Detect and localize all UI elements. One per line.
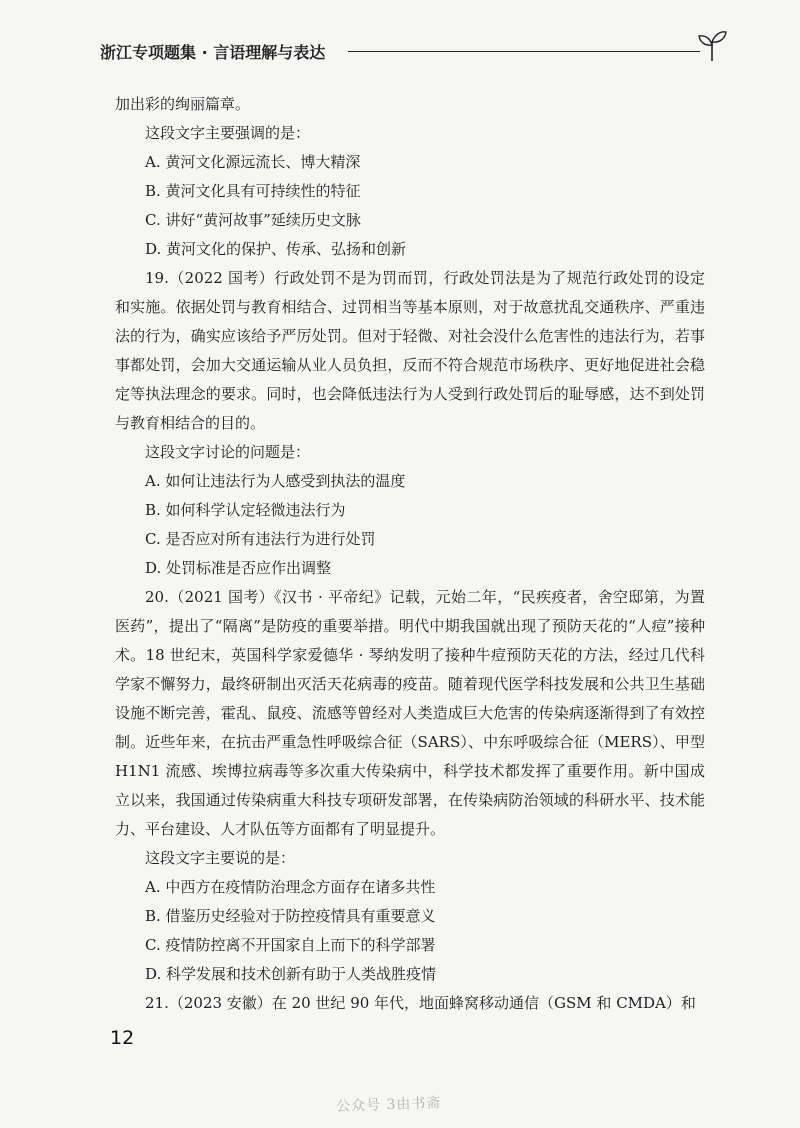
answer-option: C. 讲好“黄河故事”延续历史文脉 [145, 211, 361, 229]
answer-option: A. 中西方在疫情防治理念方面存在诸多共性 [145, 878, 436, 896]
answer-option: D. 处罚标准是否应作出调整 [145, 559, 332, 577]
watermark: 公众号 3由书斋 [335, 1095, 442, 1115]
answer-option: A. 如何让违法行为人感受到执法的温度 [145, 472, 406, 490]
paragraph: 加出彩的绚丽篇章。 [115, 95, 251, 113]
body-text [115, 90, 705, 1018]
paragraph: 19.（2022 国考）行政处罚不是为罚而罚，行政处罚法是为了规范行政处罚的设定和实施。依据处罚与教育相结合、过罚相当等基本原则，对于故意扰乱交通秩序、严重违法的行为，确实应该给予严厉处罚。但对于轻微、对社会没什么危害性的违法行为，若事事都处罚，会加大交通运输从业人员负担，反而不符合规范市场秩序、更好地促进社会稳定等执法理念的要求。同时，也会降低违法行为人受到行政处罚后的耻辱感，达不到处罚与教育相结合的目的。 [115, 269, 705, 432]
answer-option: B. 借鉴历史经验对于防控疫情具有重要意义 [145, 907, 436, 925]
answer-option: A. 黄河文化源远流长、博大精深 [145, 153, 361, 171]
answer-option: C. 疫情防控离不开国家自上而下的科学部署 [145, 936, 436, 954]
running-header [100, 28, 725, 68]
paragraph: 这段文字主要强调的是： [145, 124, 311, 142]
answer-option: D. 黄河文化的保护、传承、弘扬和创新 [145, 240, 407, 258]
answer-option: D. 科学发展和技术创新有助于人类战胜疫情 [145, 965, 437, 983]
paragraph: 这段文字讨论的问题是： [145, 443, 311, 461]
paragraph: 20.（2021 国考）《汉书 · 平帝纪》记载，元始二年，“民疾疫者，舍空邸第，为置医药”，提出了“隔离”是防疫的重要举措。明代中期我国就出现了预防天花的“人痘”接种术。18 世纪末，英国科学家爱德华 · 琴纳发明了接种牛痘预防天花的方法，经过几代科学家不懈努力，最终研制出灭活天花病毒的疫苗。随着现代医学科技发展和公共卫生基础设施不断完善，霍乱、鼠疫、流感等曾经对人类造成巨大危害的传染病逐渐得到了有效控制。近些年来，在抗击严重急性呼吸综合征（SARS）、中东呼吸综合征（MERS）、甲型 H1N1 流感、埃博拉病毒等多次重大传染病中，科学技术都发挥了重要作用。新中国成立以来，我国通过传染病重大科技专项研发部署，在传染病防治领域的科研水平、技术能力、平台建设、人才队伍等方面都有了明显提升。 [115, 588, 705, 838]
page-number: 12 [110, 1027, 135, 1049]
sprout-icon [696, 28, 728, 62]
answer-option: B. 黄河文化具有可持续性的特征 [145, 182, 361, 200]
header-title: 浙江专项题集 · 言语理解与表达 [100, 43, 326, 62]
header-rule [348, 51, 700, 52]
paragraph: 这段文字主要说的是： [145, 849, 296, 867]
paragraph: 21.（2023 安徽）在 20 世纪 90 年代，地面蜂窝移动通信（GSM 和 CMDA）和 [145, 994, 696, 1012]
answer-option: C. 是否应对所有违法行为进行处罚 [145, 530, 376, 548]
answer-option: B. 如何科学认定轻微违法行为 [145, 501, 346, 519]
